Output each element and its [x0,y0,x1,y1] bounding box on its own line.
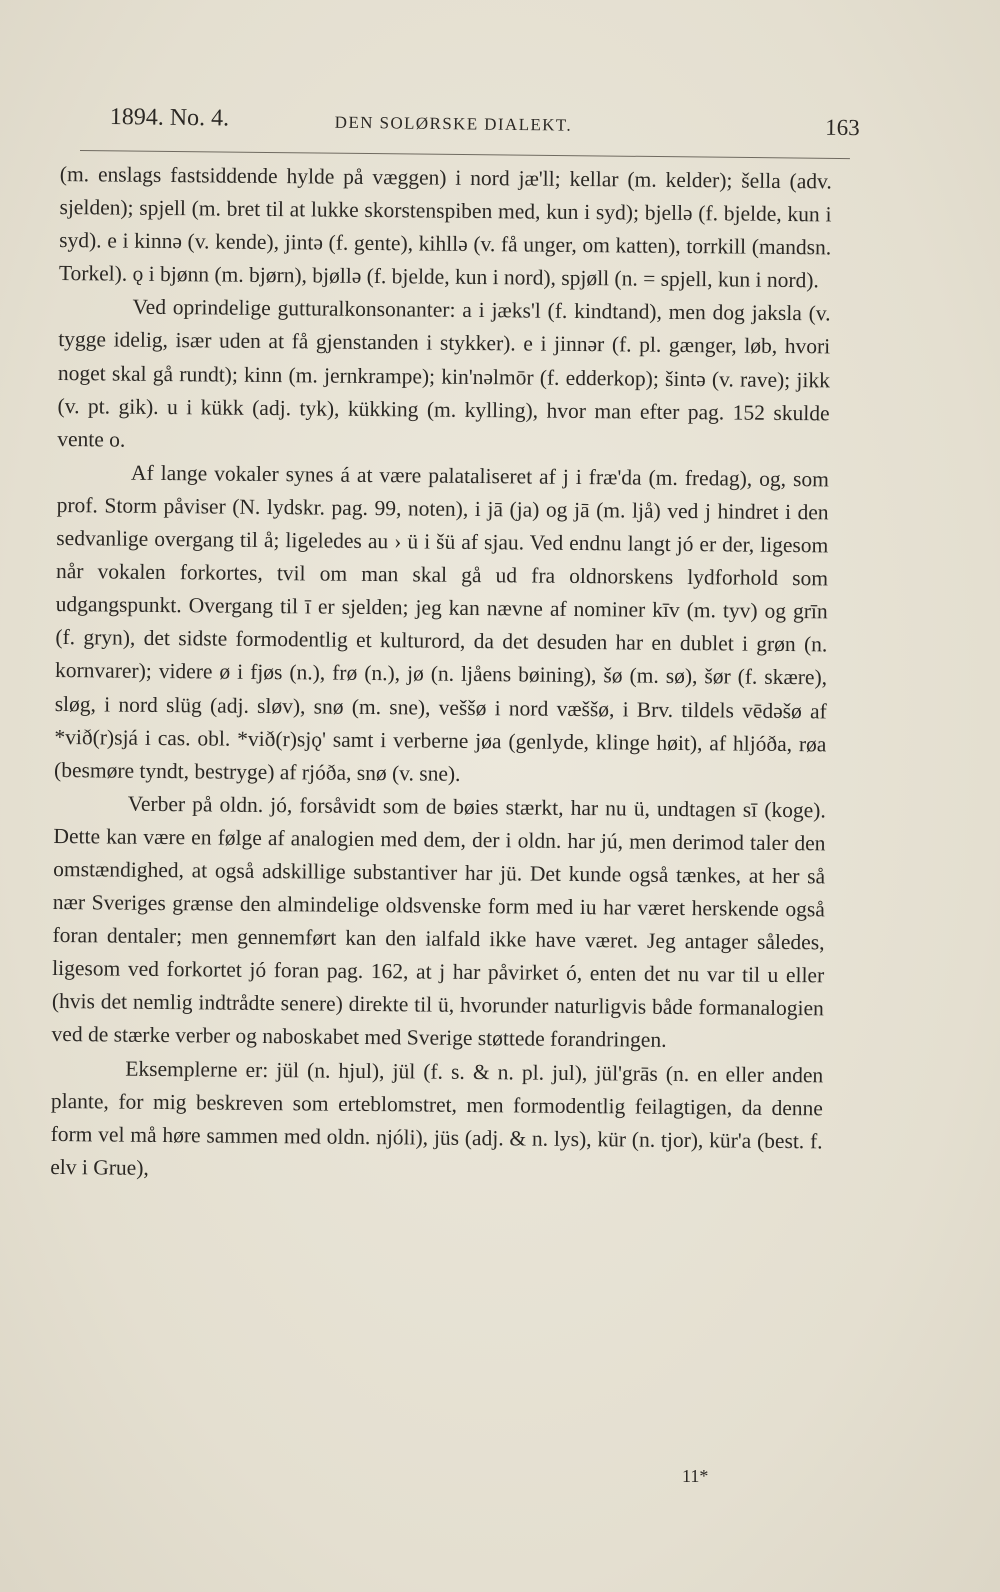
paragraph: Eksemplerne er: jül (n. hjul), jül (f. s. & n. pl. jul), jül'grās (n. en eller anden plante, for mig beskreven som erteblomstret, men formodentlig feilagtigen, da denne form vel må høre sammen med oldn. njóli), jüs (adj. & n. lys), kür (n. tjor), kür'a (best. f. elv i Grue), [50,1056,824,1180]
header-rule [80,150,850,159]
running-header [110,100,860,149]
paragraph: Ved oprindelige gutturalkonsonanter: a i jæks'l (f. kindtand), men dog jaksla (v. tygge idelig, især uden at få gjenstanden i stykker). e i jinnər (f. pl. gænger, løb, hvori noget skal gå rundt); kinn (m. jernkrampe); kin'nəlmōr (f. edderkop); šintə (v. rave); jikk (v. pt. gik). u i kükk (adj. tyk), kükking (m. kylling), hvor man efter pag. 152 skulde vente o. [57,295,831,452]
page-number: 163 [825,114,860,141]
signature-mark: 11* [682,1466,709,1486]
running-title: DEN SOLØRSKE DIALEKT. [334,112,573,135]
body-text [50,158,832,1191]
paragraph: Af lange vokaler synes á at være palataliseret af j i fræ'da (m. fredag), og, som prof. Storm påviser (N. lydskr. pag. 99, noten), i jā (ja) og jā (m. ljå) ved j hindret i den sedvanlige overgang til å; ligeledes au › ü i šü af sjau. Ved endnu langt jó er der, ligesom når vokalen forkortes, tvil om man skal gå ud fra oldnorskens lydforhold som udgangspunkt. Overgang til ī er sjelden; jeg kan nævne af nominer kīv (m. tyv) og grīn (f. gryn), det sidste formodentlig et kulturord, da det desuden har en dublet i grøn (n. kornvarer); videre ø i fjøs (n.), frø (n.), jø (n. ljåens bøining), šø (m. sø), šør (f. skære), sløg, i nord slüg (adj. sløv), snø (m. sne), veššø i nord væššø, i Brv. tildels vēdəšø af *við(r)sjá i cas. obl. *við(r)sjǫ' samt i verberne jøa (genlyde, klinge høit), af hljóða, røa (besmøre tyndt, bestryge) af rjóða, snø (v. sne). [54,460,830,786]
paragraph: (m. enslags fastsiddende hylde på væggen) i nord jæ'll; kellar (m. kelder); šella (adv. sjelden); spjell (m. bret til at lukke skorstenspiben med, kun i syd); bjellə (f. bjelde, kun i syd). e i kinnə (v. kende), jintə (f. gente), kihllə (v. få unger, om katten), torrkill (mandsn. Torkel). ǫ i bjønn (m. bjørn), bjøllə (f. bjelde, kun i nord), spjøll (n. = spjell, kun i nord). [58,161,832,293]
paragraph: Verber på oldn. jó, forsåvidt som de bøies stærkt, har nu ü, undtagen sī (koge). Dette kan være en følge af analogien med dem, der i oldn. har jú, men derimod taler den omstændighed, at også adskillige substantiver har jü. Det kunde også tænkes, at her så nær Sveriges grænse den almindelige oldsvenske form med iu har været herskende også foran dentaler; men gennemført kan den ialfald ikke have været. Jeg antager således, ligesom ved forkortet jó foran pag. 162, at j har påvirket ó, enten det nu var til u eller (hvis det nemlig indtrådte senere) direkte til ü, hvorunder naturligvis både formanalogien ved de stærke verber og naboskabet med Sverige støttede forandringen. [51,791,826,1053]
volume-issue: 1894. No. 4. [109,103,230,132]
